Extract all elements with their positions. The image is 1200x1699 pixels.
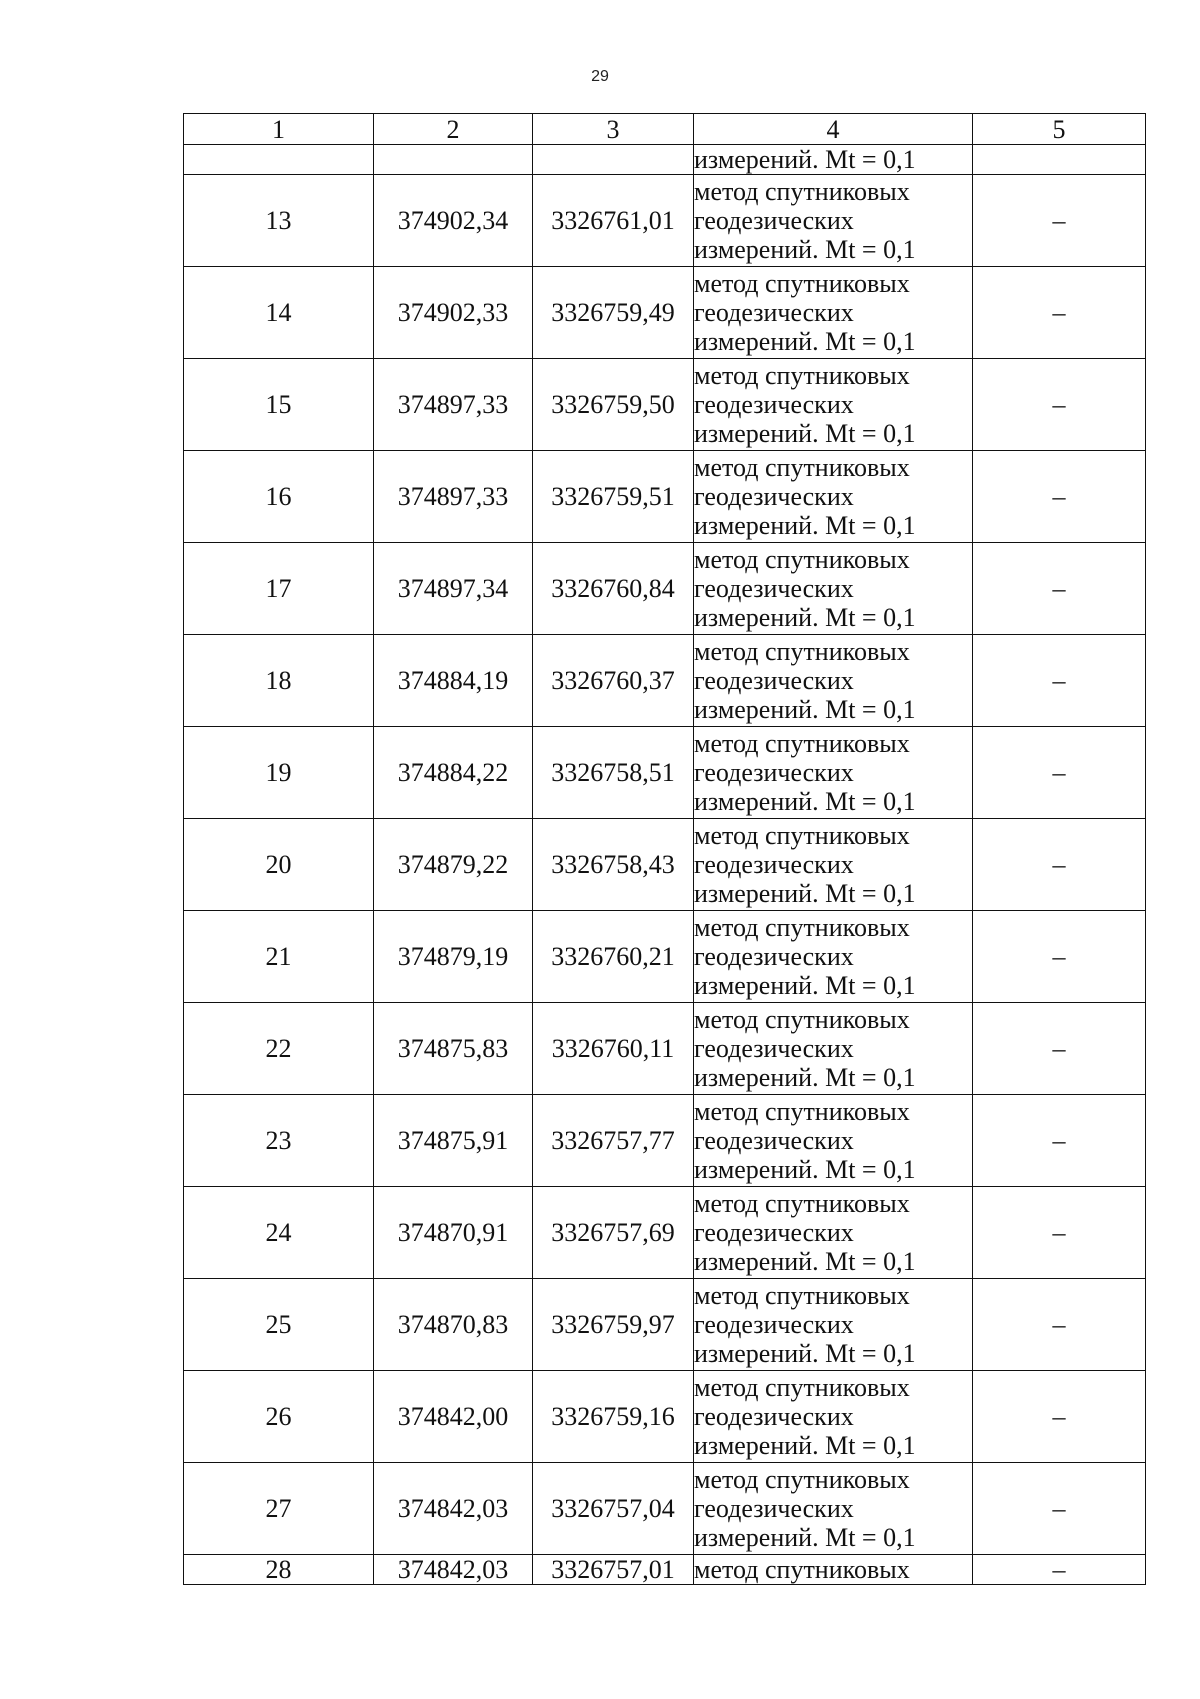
table-row <box>184 1279 1146 1371</box>
table-row <box>184 1003 1146 1095</box>
method-line: измерений. Mt = 0,1 <box>694 787 916 816</box>
cell-col5: – <box>973 175 1146 267</box>
cell-point: 26 <box>184 1371 374 1463</box>
cell-y: 3326759,49 <box>533 267 694 359</box>
continuation-row <box>184 145 1146 175</box>
cell-col5: – <box>973 359 1146 451</box>
method-line: геодезических <box>694 1034 854 1063</box>
cell-y: 3326757,04 <box>533 1463 694 1555</box>
method-line: измерений. Mt = 0,1 <box>694 1523 916 1552</box>
method-line: метод спутниковых <box>694 361 910 390</box>
method-line: геодезических <box>694 390 854 419</box>
cell-x: 374897,33 <box>374 451 533 543</box>
table-row <box>184 451 1146 543</box>
cell-point: 28 <box>184 1555 374 1585</box>
method-line: измерений. Mt = 0,1 <box>694 1155 916 1184</box>
method-line: геодезических <box>694 1310 854 1339</box>
cell-y: 3326759,97 <box>533 1279 694 1371</box>
cell-point: 21 <box>184 911 374 1003</box>
cell-col5: – <box>973 1371 1146 1463</box>
cell-point: 20 <box>184 819 374 911</box>
header-col-5: 5 <box>973 114 1146 145</box>
cell-point: 27 <box>184 1463 374 1555</box>
method-line: геодезических <box>694 666 854 695</box>
cell-col5: – <box>973 1463 1146 1555</box>
method-line: измерений. Mt = 0,1 <box>694 419 916 448</box>
cell-x: 374897,33 <box>374 359 533 451</box>
method-line: измерений. Mt = 0,1 <box>694 1339 916 1368</box>
method-line: измерений. Mt = 0,1 <box>694 695 916 724</box>
cell-x: 374842,00 <box>374 1371 533 1463</box>
cell-point: 16 <box>184 451 374 543</box>
cell-method <box>694 267 973 359</box>
cell-x <box>374 145 533 175</box>
cell-y: 3326757,01 <box>533 1555 694 1585</box>
method-line: геодезических <box>694 1126 854 1155</box>
cell-y: 3326760,11 <box>533 1003 694 1095</box>
method-line: измерений. Mt = 0,1 <box>694 971 916 1000</box>
table-row <box>184 819 1146 911</box>
cell-method <box>694 911 973 1003</box>
method-line: метод спутниковых <box>694 729 910 758</box>
method-line: метод спутниковых <box>694 453 910 482</box>
table-row <box>184 727 1146 819</box>
cell-point: 14 <box>184 267 374 359</box>
cell-col5: – <box>973 635 1146 727</box>
method-line: измерений. Mt = 0,1 <box>694 235 916 264</box>
cell-col5: – <box>973 1003 1146 1095</box>
cell-x: 374875,83 <box>374 1003 533 1095</box>
cell-col5: – <box>973 819 1146 911</box>
cell-x: 374902,33 <box>374 267 533 359</box>
cell-col5: – <box>973 1095 1146 1187</box>
cell-point <box>184 145 374 175</box>
cell-point: 18 <box>184 635 374 727</box>
method-line: измерений. Mt = 0,1 <box>694 1431 916 1460</box>
cell-method <box>694 727 973 819</box>
cell-y: 3326758,43 <box>533 819 694 911</box>
method-line: геодезических <box>694 942 854 971</box>
cell-method <box>694 543 973 635</box>
method-line: измерений. Mt = 0,1 <box>694 1063 916 1092</box>
cell-method <box>694 1463 973 1555</box>
cell-method <box>694 819 973 911</box>
method-line: геодезических <box>694 850 854 879</box>
cell-method: метод спутниковых <box>694 1555 973 1585</box>
method-line: геодезических <box>694 1218 854 1247</box>
cell-col5 <box>973 145 1146 175</box>
header-col-1: 1 <box>184 114 374 145</box>
cell-method <box>694 1095 973 1187</box>
cell-x: 374870,91 <box>374 1187 533 1279</box>
coordinates-table <box>183 113 1146 1585</box>
table-row <box>184 1187 1146 1279</box>
cell-method <box>694 451 973 543</box>
table-row-last <box>184 1555 1146 1585</box>
table-row <box>184 1095 1146 1187</box>
cell-y: 3326761,01 <box>533 175 694 267</box>
cell-x: 374902,34 <box>374 175 533 267</box>
cell-col5: – <box>973 1555 1146 1585</box>
method-line: метод спутниковых <box>694 545 910 574</box>
method-line: метод спутниковых <box>694 913 910 942</box>
cell-method <box>694 1371 973 1463</box>
cell-y: 3326758,51 <box>533 727 694 819</box>
cell-point: 22 <box>184 1003 374 1095</box>
method-line: измерений. Mt = 0,1 <box>694 511 916 540</box>
method-line: измерений. Mt = 0,1 <box>694 879 916 908</box>
method-line: метод спутниковых <box>694 1189 910 1218</box>
method-line: измерений. Mt = 0,1 <box>694 327 916 356</box>
cell-point: 15 <box>184 359 374 451</box>
cell-method <box>694 635 973 727</box>
cell-x: 374875,91 <box>374 1095 533 1187</box>
method-line: измерений. Mt = 0,1 <box>694 603 916 632</box>
cell-col5: – <box>973 451 1146 543</box>
method-line: геодезических <box>694 1402 854 1431</box>
method-line: метод спутниковых <box>694 1005 910 1034</box>
method-line: метод спутниковых <box>694 1097 910 1126</box>
method-line: метод спутниковых <box>694 177 910 206</box>
method-line: геодезических <box>694 482 854 511</box>
table-row <box>184 1463 1146 1555</box>
cell-point: 19 <box>184 727 374 819</box>
cell-col5: – <box>973 727 1146 819</box>
cell-col5: – <box>973 543 1146 635</box>
method-line: геодезических <box>694 758 854 787</box>
cell-y: 3326760,37 <box>533 635 694 727</box>
cell-y: 3326760,84 <box>533 543 694 635</box>
cell-point: 24 <box>184 1187 374 1279</box>
cell-x: 374842,03 <box>374 1463 533 1555</box>
cell-col5: – <box>973 1187 1146 1279</box>
table-row <box>184 543 1146 635</box>
method-line: метод спутниковых <box>694 1373 910 1402</box>
cell-x: 374879,22 <box>374 819 533 911</box>
cell-col5: – <box>973 1279 1146 1371</box>
cell-method: измерений. Mt = 0,1 <box>694 145 973 175</box>
method-line: метод спутниковых <box>694 821 910 850</box>
table-row <box>184 635 1146 727</box>
header-row <box>184 114 1146 145</box>
cell-point: 25 <box>184 1279 374 1371</box>
cell-method <box>694 1003 973 1095</box>
cell-method <box>694 175 973 267</box>
table-row <box>184 175 1146 267</box>
cell-col5: – <box>973 911 1146 1003</box>
page-number: 29 <box>591 68 609 85</box>
method-line: метод спутниковых <box>694 1281 910 1310</box>
cell-method <box>694 1279 973 1371</box>
cell-point: 13 <box>184 175 374 267</box>
method-line: измерений. Mt = 0,1 <box>694 1247 916 1276</box>
table-row <box>184 911 1146 1003</box>
header-col-3: 3 <box>533 114 694 145</box>
method-line: метод спутниковых <box>694 1465 910 1494</box>
method-line: метод спутниковых <box>694 637 910 666</box>
cell-y: 3326759,51 <box>533 451 694 543</box>
method-line: геодезических <box>694 1494 854 1523</box>
table-row <box>184 1371 1146 1463</box>
method-line: геодезических <box>694 574 854 603</box>
cell-col5: – <box>973 267 1146 359</box>
cell-point: 17 <box>184 543 374 635</box>
cell-y: 3326759,50 <box>533 359 694 451</box>
method-line: геодезических <box>694 206 854 235</box>
cell-y: 3326757,77 <box>533 1095 694 1187</box>
method-line: геодезических <box>694 298 854 327</box>
table-row <box>184 267 1146 359</box>
method-line: метод спутниковых <box>694 269 910 298</box>
cell-method <box>694 1187 973 1279</box>
cell-y: 3326757,69 <box>533 1187 694 1279</box>
cell-y: 3326759,16 <box>533 1371 694 1463</box>
header-col-2: 2 <box>374 114 533 145</box>
cell-y <box>533 145 694 175</box>
cell-method <box>694 359 973 451</box>
cell-x: 374842,03 <box>374 1555 533 1585</box>
cell-x: 374884,22 <box>374 727 533 819</box>
cell-x: 374879,19 <box>374 911 533 1003</box>
cell-point: 23 <box>184 1095 374 1187</box>
table-row <box>184 359 1146 451</box>
cell-x: 374897,34 <box>374 543 533 635</box>
cell-y: 3326760,21 <box>533 911 694 1003</box>
cell-x: 374884,19 <box>374 635 533 727</box>
header-col-4: 4 <box>694 114 973 145</box>
cell-x: 374870,83 <box>374 1279 533 1371</box>
